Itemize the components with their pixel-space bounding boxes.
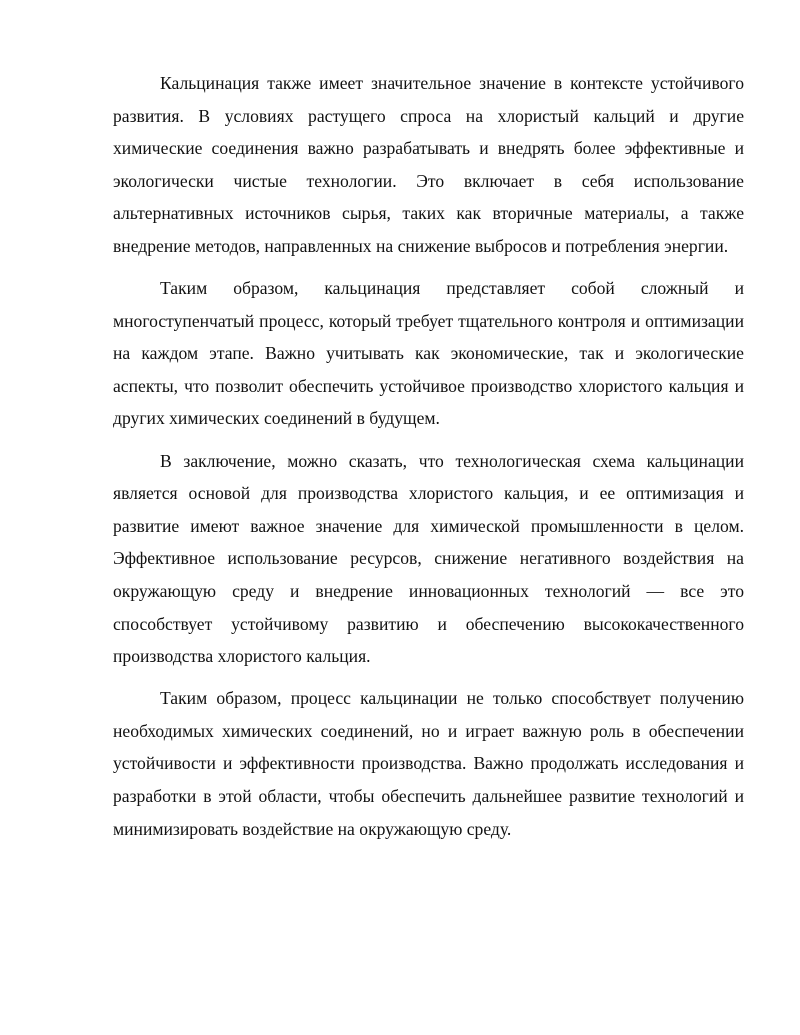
paragraph-final-remarks: Таким образом, процесс кальцинации не только способствует получению необходимых химических соединений, но и играет важную роль в обеспечении устойчивости и эффективности производства. Важно продолжать исследования и разработки в этой области, чтобы обеспечить дальнейшее развитие технологий и минимизировать воздействие на окружающую среду. (113, 688, 744, 839)
paragraph-process-summary: Таким образом, кальцинация представляет собой сложный и многоступенчатый процесс, который требует тщательного контроля и оптимизации на каждом этапе. Важно учитывать как экономические, так и экологические аспекты, что позволит обеспечить устойчивое производство хлористого кальция и других химических соединений в будущем. (113, 278, 744, 429)
paragraph-sustainability: Кальцинация также имеет значительное значение в контексте устойчивого развития. В условиях растущего спроса на хлористый кальций и другие химические соединения важно разрабатывать и внедрять более эффективные и экологически чистые технологии. Это включает в себя использование альтернативных источников сырья, таких как вторичные материалы, а также внедрение методов, направленных на снижение выбросов и потребления энергии. (113, 73, 744, 256)
document-body (113, 67, 744, 855)
paragraph-conclusion: В заключение, можно сказать, что технологическая схема кальцинации является основой для производства хлористого кальция, и ее оптимизация и развитие имеют важное значение для химической промышленности в целом. Эффективное использование ресурсов, снижение негативного воздействия на окружающую среду и внедрение инновационных технологий — все это способствует устойчивому развитию и обеспечению высококачественного производства хлористого кальция. (113, 450, 744, 667)
